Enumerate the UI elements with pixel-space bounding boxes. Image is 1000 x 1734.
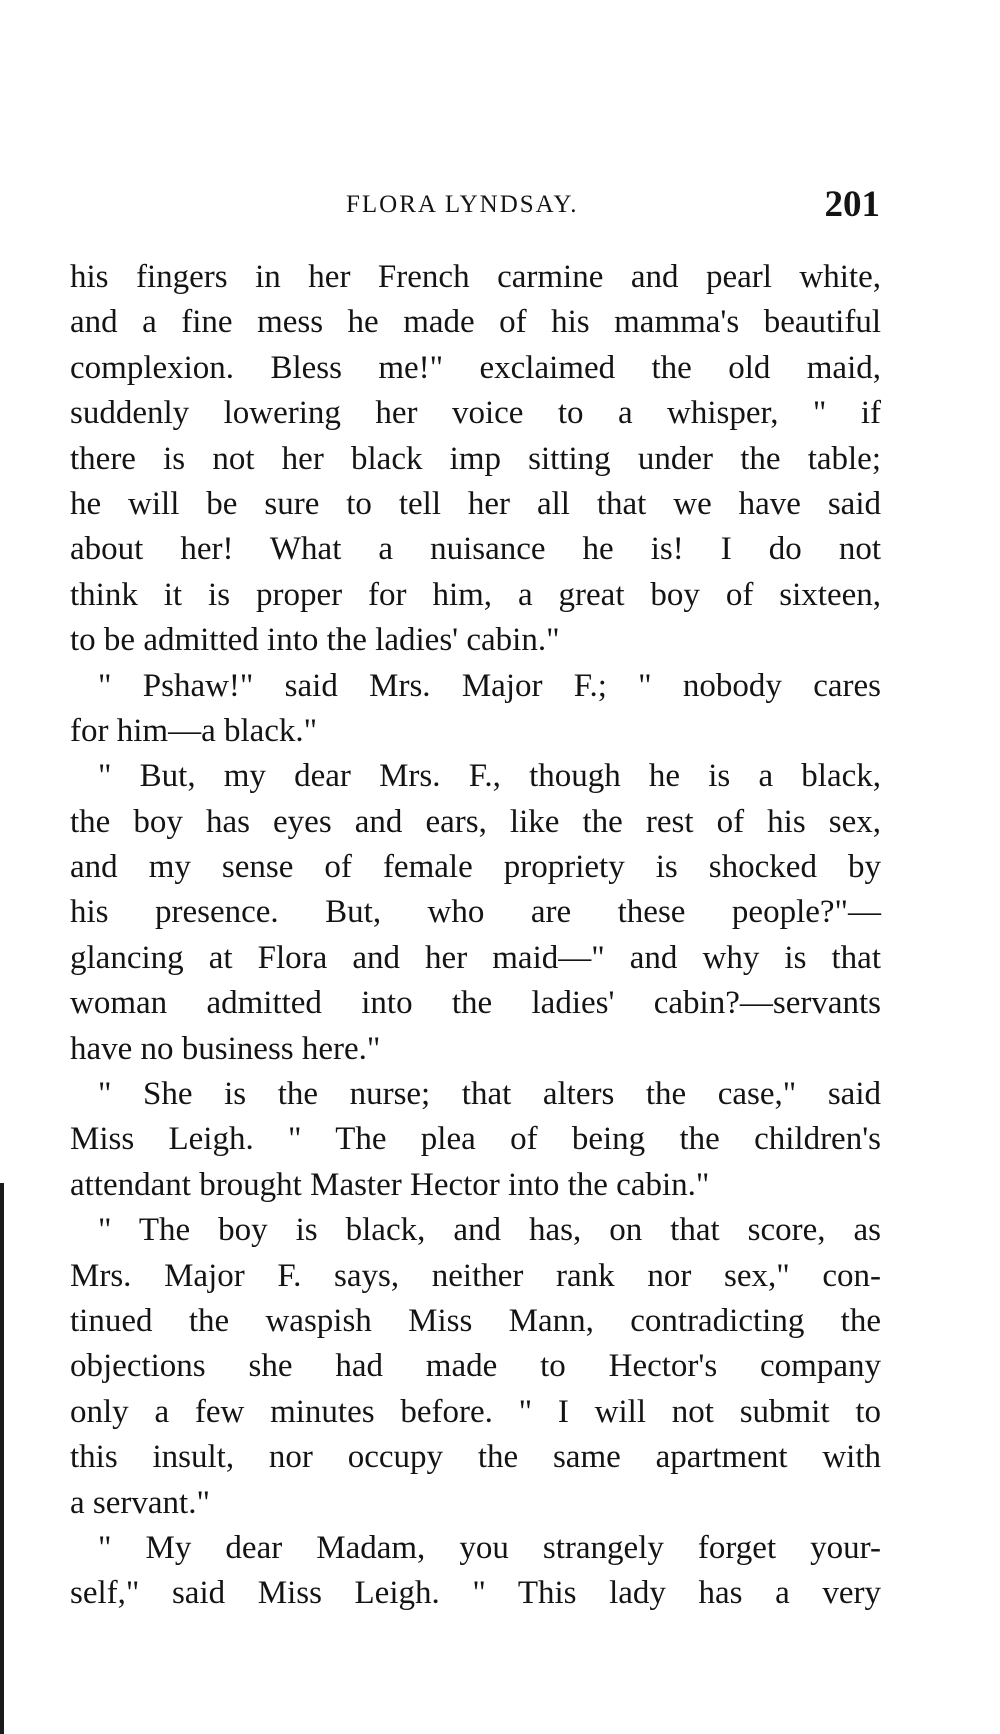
page-edge-shadow — [0, 1183, 4, 1734]
text-line: he will be sure to tell her all that we have said — [70, 485, 881, 522]
text-line: Miss Leigh. " The plea of being the children's — [70, 1121, 881, 1158]
text-line: for him—a black." — [70, 712, 318, 749]
text-line: this insult, nor occupy the same apartment with — [70, 1439, 881, 1476]
text-line: self," said Miss Leigh. " This lady has a very — [70, 1575, 881, 1612]
text-line: and a fine mess he made of his mamma's beautiful — [70, 304, 881, 341]
text-line: tinued the waspish Miss Mann, contradicting the — [70, 1302, 881, 1339]
text-line: Mrs. Major F. says, neither rank nor sex," con- — [70, 1257, 881, 1294]
text-line: a servant." — [70, 1484, 210, 1521]
text-line: and my sense of female propriety is shocked by — [70, 849, 881, 886]
text-line: " Pshaw!" said Mrs. Major F.; " nobody cares — [98, 667, 881, 704]
text-line: think it is proper for him, a great boy of sixteen, — [70, 576, 881, 613]
text-line: " She is the nurse; that alters the case," said — [98, 1076, 881, 1113]
text-line: suddenly lowering her voice to a whisper, " if — [70, 395, 881, 432]
text-line: there is not her black imp sitting under the table; — [70, 440, 881, 477]
text-line: objections she had made to Hector's company — [70, 1348, 881, 1385]
text-line: his fingers in her French carmine and pearl white, — [70, 259, 881, 295]
running-title: FLORA LYNDSAY. — [346, 191, 579, 218]
text-line: the boy has eyes and ears, like the rest of his sex, — [70, 803, 881, 840]
text-line: to be admitted into the ladies' cabin." — [70, 622, 560, 659]
page-number: 201 — [824, 184, 880, 225]
body-text — [70, 255, 881, 1617]
text-line: " My dear Madam, you strangely forget your- — [98, 1529, 881, 1566]
text-line: complexion. Bless me!" exclaimed the old maid, — [70, 349, 881, 386]
running-head — [0, 183, 1000, 233]
text-line: about her! What a nuisance he is! I do not — [70, 531, 881, 568]
text-line: his presence. But, who are these people?"— — [70, 894, 881, 931]
text-line: " But, my dear Mrs. F., though he is a black, — [98, 758, 881, 795]
text-line: glancing at Flora and her maid—" and why is that — [70, 939, 881, 976]
text-line: have no business here." — [70, 1030, 381, 1067]
text-line: only a few minutes before. " I will not submit to — [70, 1393, 881, 1430]
text-line: woman admitted into the ladies' cabin?—servants — [70, 985, 881, 1022]
text-line: attendant brought Master Hector into the cabin." — [70, 1166, 710, 1203]
text-line: " The boy is black, and has, on that score, as — [98, 1212, 881, 1249]
